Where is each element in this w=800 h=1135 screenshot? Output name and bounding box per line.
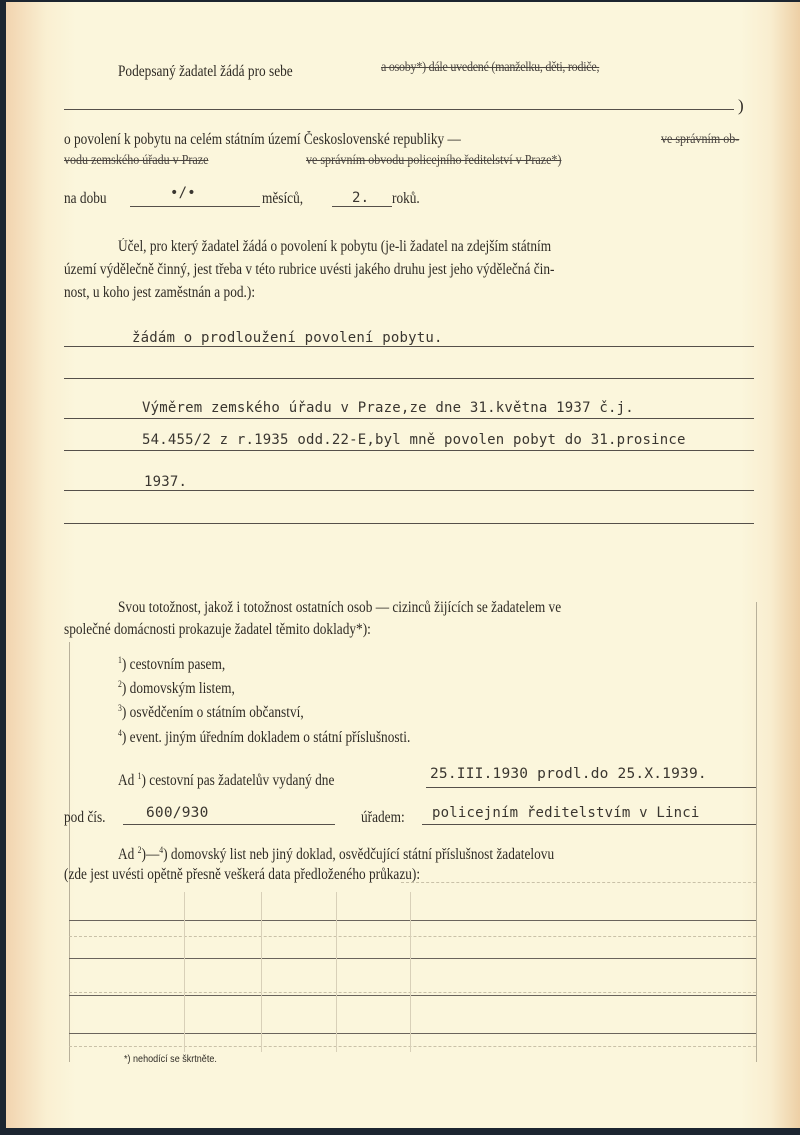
- purpose-line-4[interactable]: [64, 450, 754, 451]
- other-document-label: Ad $^2$)—$^4$) domovský list neb jiný doklad, osvědčující státní příslušnost žadatelovu: [118, 845, 555, 864]
- permit-struck-3: ve správním obvodu policejního ředitelství v Praze*): [306, 153, 562, 168]
- purpose-text-3: nost, u koho jest zaměstnán a pod.):: [64, 284, 256, 301]
- footnote: *) nehodící se škrtněte.: [124, 1053, 217, 1065]
- months-label: měsíců,: [262, 190, 304, 207]
- document-item-number: 2: [118, 679, 122, 689]
- permit-struck-1: ve správním ob-: [661, 132, 740, 147]
- other-label-prefix: Ad: [118, 846, 135, 864]
- document-item: $^2$) domovským listem,: [118, 679, 235, 698]
- intro-struck-text: a osoby*) dále uvedené (manželku, děti, rodiče,: [381, 60, 600, 75]
- passport-label: Ad $^1$) cestovní pas žadatelův vydaný dne: [118, 771, 335, 790]
- passport-number-value: 600/930: [146, 805, 209, 821]
- entry-row-line[interactable]: [69, 920, 756, 921]
- document-item-label: cestovním pasem,: [129, 656, 226, 674]
- passport-label-number: 1: [137, 771, 142, 781]
- form-page: [6, 2, 800, 1128]
- entry-col-divider: [336, 892, 337, 1052]
- document-item-number: 1: [118, 655, 122, 665]
- other-label-dash: —: [145, 846, 160, 864]
- purpose-line-6[interactable]: [64, 523, 754, 524]
- passport-issued-value: 25.III.1930 prodl.do 25.X.1939.: [430, 766, 707, 782]
- permit-text: o povolení k pobytu na celém státním území Československé republiky —: [64, 131, 461, 148]
- purpose-answer-1: žádám o prodloužení povolení pobytu.: [132, 330, 443, 346]
- entry-col-divider: [261, 892, 262, 1052]
- other-label-number-a: 2: [137, 845, 142, 855]
- document-item: $^1$) cestovním pasem,: [118, 655, 226, 674]
- purpose-answer-3: 54.455/2 z r.1935 odd.22-E,byl mně povolen pobyt do 31.prosince: [142, 432, 686, 448]
- years-label: roků.: [392, 190, 420, 207]
- years-value: 2.: [352, 190, 370, 206]
- entry-row-line[interactable]: [69, 1033, 756, 1034]
- entry-row-dash: [69, 1046, 756, 1047]
- purpose-line-1[interactable]: [64, 346, 754, 347]
- purpose-line-2[interactable]: [64, 378, 754, 379]
- document-item-label: osvědčením o státním občanství,: [129, 704, 304, 722]
- passport-office-label: úřadem:: [361, 809, 405, 826]
- passport-number-label: pod čís.: [64, 809, 106, 826]
- identity-text-1: Svou totožnost, jakož i totožnost ostatních osob — cizinců žijících se žadatelem ve: [118, 599, 562, 616]
- other-document-label-2: (zde jest uvésti opětně přesně veškerá data předloženého průkazu):: [64, 866, 421, 883]
- duration-label: na dobu: [64, 190, 107, 207]
- months-field-line[interactable]: [130, 206, 260, 207]
- intro-text: Podepsaný žadatel žádá pro sebe: [118, 63, 293, 80]
- table-right-border: [756, 602, 757, 1062]
- passport-label-prefix: Ad: [118, 772, 135, 790]
- purpose-text-1: Účel, pro který žadatel žádá o povolení k pobytu (je-li žadatel na zdejším státním: [118, 238, 552, 255]
- other-label-number-b: 4: [159, 845, 164, 855]
- passport-office-value: policejním ředitelstvím v Linci: [432, 805, 700, 821]
- purpose-answer-2: Výměrem zemského úřadu v Praze,ze dne 31.května 1937 č.j.: [142, 400, 634, 416]
- passport-label-text: cestovní pas žadatelův vydaný dne: [149, 772, 335, 790]
- document-item-label: event. jiným úředním dokladem o státní příslušnosti.: [129, 729, 411, 747]
- document-item: $^3$) osvědčením o státním občanství,: [118, 703, 304, 722]
- other-document-line[interactable]: [401, 882, 756, 883]
- passport-issued-line[interactable]: [426, 787, 756, 788]
- passport-office-line[interactable]: [422, 824, 756, 825]
- entry-col-divider: [410, 892, 411, 1052]
- months-value: •/•: [170, 185, 196, 201]
- purpose-text-2: území výdělečně činný, jest třeba v této rubrice uvésti jakého druhu jest jeho výdělečná čin-: [64, 261, 555, 278]
- purpose-line-5[interactable]: [64, 490, 754, 491]
- other-label-text-1: domovský list neb jiný doklad, osvědčující státní příslušnost žadatelovu: [170, 846, 555, 864]
- entry-row-dash: [69, 936, 756, 937]
- years-field-line[interactable]: [332, 206, 392, 207]
- document-item: $^4$) event. jiným úředním dokladem o státní příslušnosti.: [118, 728, 411, 747]
- document-item-label: domovským listem,: [129, 680, 235, 698]
- entry-col-divider: [184, 892, 185, 1052]
- entry-row-line[interactable]: [69, 958, 756, 959]
- purpose-line-3[interactable]: [64, 418, 754, 419]
- passport-number-line[interactable]: [123, 824, 335, 825]
- identity-text-2: společné domácnosti prokazuje žadatel těmito doklady*):: [64, 621, 371, 638]
- table-left-border: [69, 642, 70, 1062]
- document-item-number: 4: [118, 728, 122, 738]
- entry-row-dash: [69, 992, 756, 993]
- applicants-line[interactable]: [64, 109, 734, 110]
- permit-struck-2: vodu zemského úřadu v Praze: [64, 153, 209, 168]
- close-paren: ): [738, 96, 744, 115]
- document-item-number: 3: [118, 703, 122, 713]
- purpose-answer-4: 1937.: [144, 474, 188, 490]
- entry-row-line[interactable]: [69, 995, 756, 996]
